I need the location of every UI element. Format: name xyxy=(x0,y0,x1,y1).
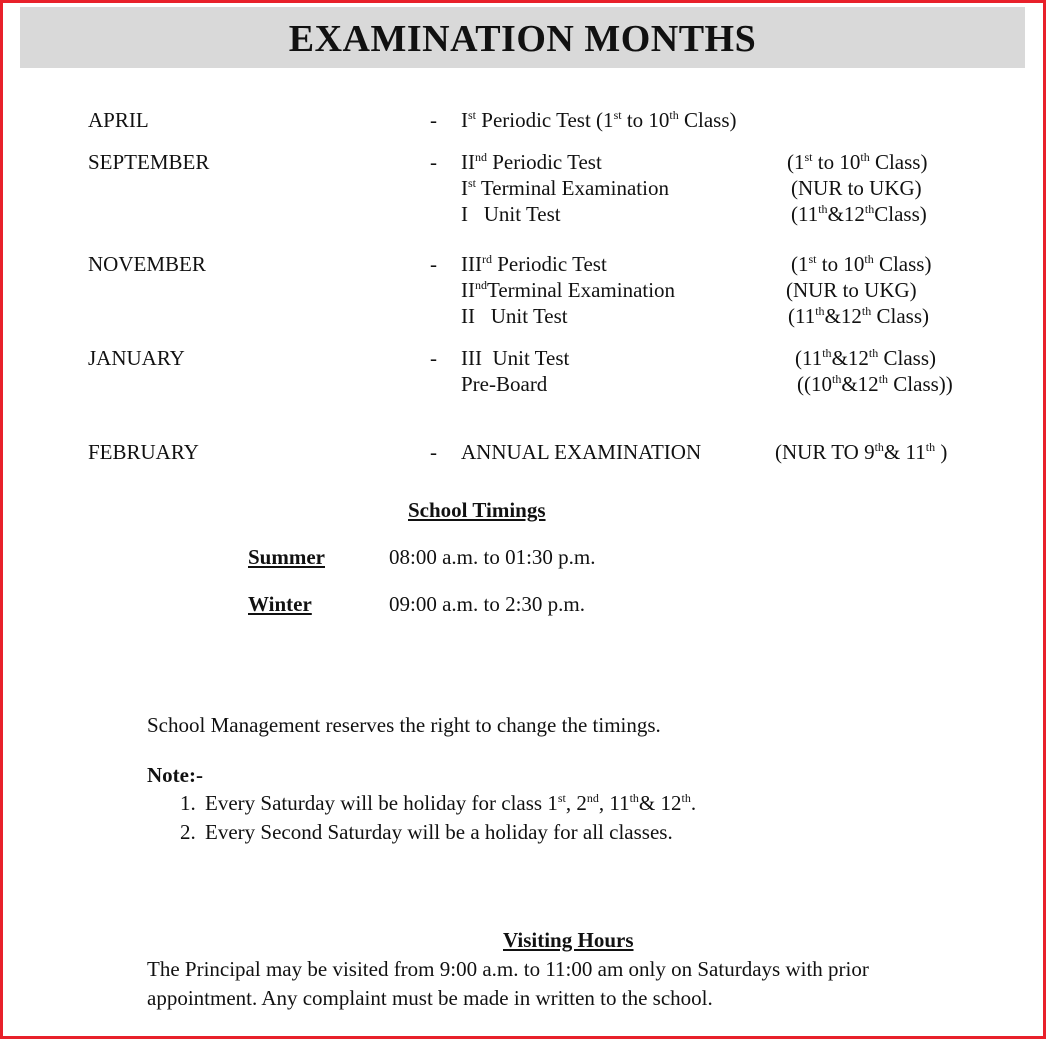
summer-timing: 08:00 a.m. to 01:30 p.m. xyxy=(389,545,596,569)
class-range: (11th&12th Class) xyxy=(788,304,929,328)
visiting-hours-line-1: The Principal may be visited from 9:00 a.m. to 11:00 am only on Saturdays with prior xyxy=(147,957,869,981)
note-heading: Note:- xyxy=(147,763,203,787)
exam-september-periodic-test: IInd Periodic Test xyxy=(461,150,602,174)
month-september: SEPTEMBER xyxy=(88,150,210,174)
winter-label: Winter xyxy=(248,592,312,616)
exam-february-annual: ANNUAL EXAMINATION xyxy=(461,440,702,464)
dash: - xyxy=(430,150,437,174)
class-range: ((10th&12th Class)) xyxy=(797,372,953,396)
class-range: (NUR TO 9th& 11th ) xyxy=(775,440,948,464)
month-november: NOVEMBER xyxy=(88,252,206,276)
note-item-1: Every Saturday will be holiday for class 1st, 2nd, 11th& 12th. xyxy=(205,791,697,815)
exam-january-unit-test: III Unit Test xyxy=(461,346,570,370)
exam-november-periodic-test: IIIrd Periodic Test xyxy=(461,252,607,276)
winter-timing: 09:00 a.m. to 2:30 p.m. xyxy=(389,592,585,616)
exam-september-terminal: Ist Terminal Examination xyxy=(461,176,669,200)
dash: - xyxy=(430,346,437,370)
exam-november-terminal: IIndTerminal Examination xyxy=(461,278,676,302)
dash: - xyxy=(430,440,437,464)
title-banner xyxy=(20,7,1025,68)
dash: - xyxy=(430,252,437,276)
class-range: (1st to 10th Class) xyxy=(787,150,928,174)
note-item-2-number: 2. xyxy=(180,820,196,844)
month-february: FEBRUARY xyxy=(88,440,199,464)
note-item-1-number: 1. xyxy=(180,791,196,815)
note-item-2: Every Second Saturday will be a holiday for all classes. xyxy=(205,820,673,844)
exam-january-pre-board: Pre-Board xyxy=(461,372,548,396)
school-timings-heading: School Timings xyxy=(408,498,546,522)
class-range: (NUR to UKG) xyxy=(791,176,922,200)
summer-label: Summer xyxy=(248,545,325,569)
visiting-hours-heading: Visiting Hours xyxy=(503,928,634,952)
exam-november-unit-test: II Unit Test xyxy=(461,304,568,328)
management-note: School Management reserves the right to change the timings. xyxy=(147,713,661,737)
class-range: (1st to 10th Class) xyxy=(791,252,932,276)
month-april: APRIL xyxy=(88,108,149,132)
dash: - xyxy=(430,108,437,132)
exam-april-periodic-test: Ist Periodic Test (1st to 10th Class) xyxy=(461,108,737,132)
month-january: JANUARY xyxy=(88,346,185,370)
visiting-hours-line-2: appointment. Any complaint must be made in written to the school. xyxy=(147,986,713,1010)
class-range: (11th&12thClass) xyxy=(791,202,927,226)
page-title: EXAMINATION MONTHS xyxy=(288,17,757,60)
exam-september-unit-test: I Unit Test xyxy=(461,202,561,226)
class-range: (11th&12th Class) xyxy=(795,346,936,370)
class-range: (NUR to UKG) xyxy=(786,278,917,302)
